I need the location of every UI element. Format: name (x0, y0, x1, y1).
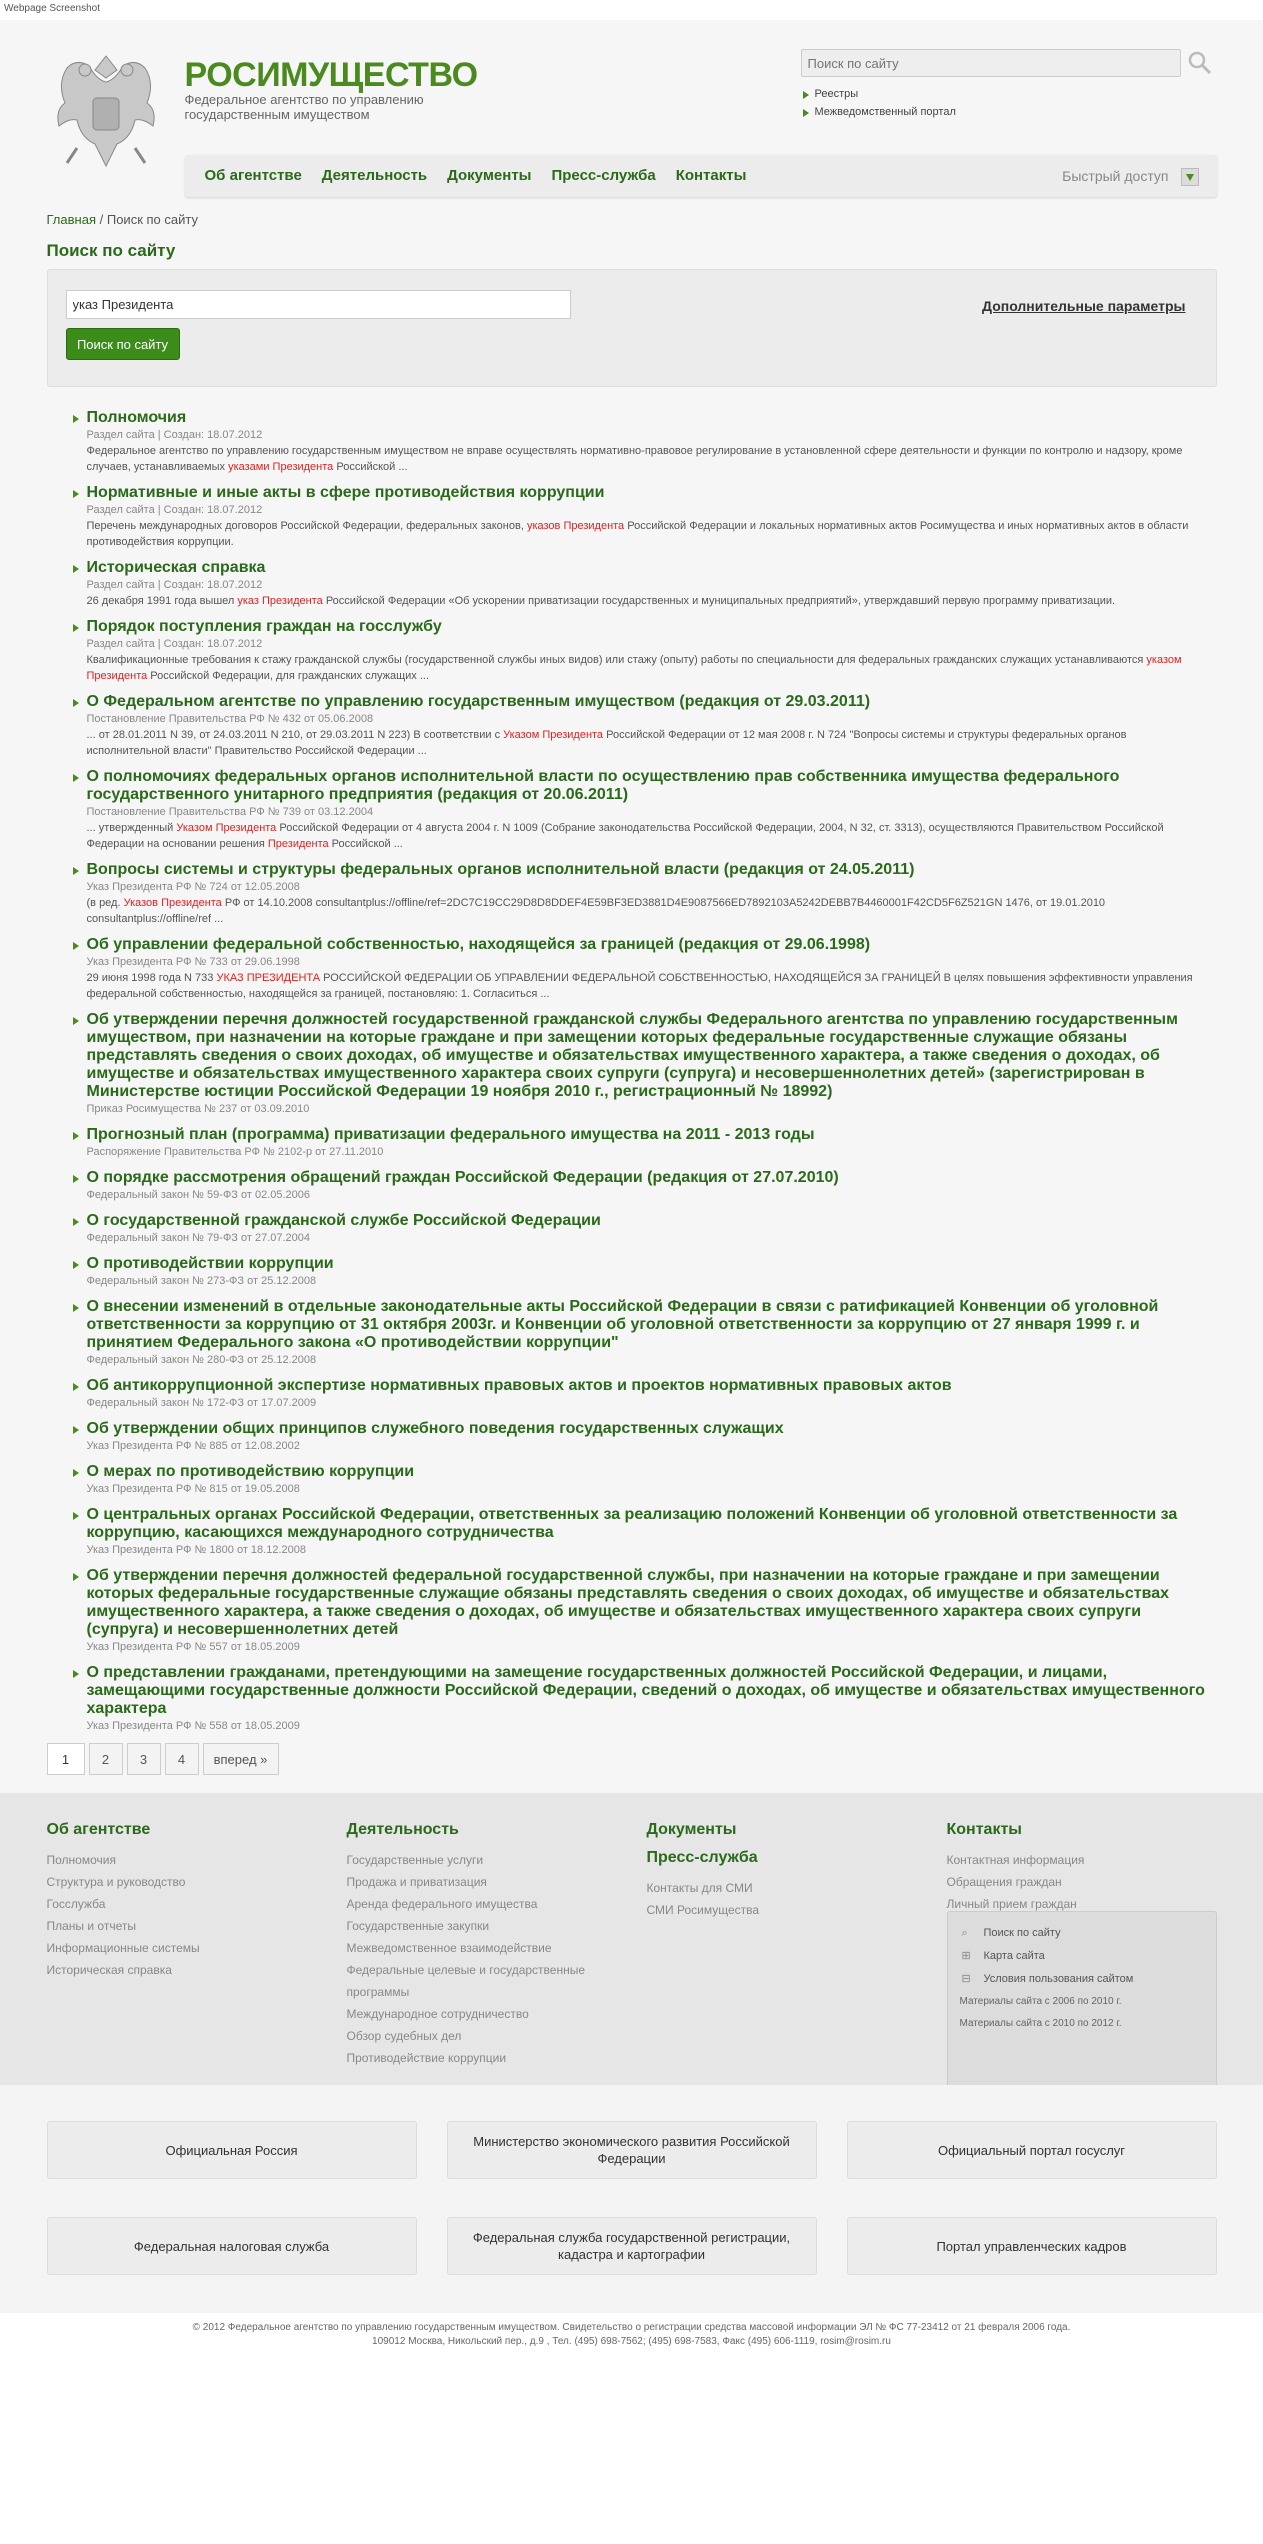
result-title-link[interactable]: О порядке рассмотрения обращений граждан Российской Федерации (редакция от 27.07.2010) (86, 1169, 839, 1186)
result-meta: Раздел сайта | Создан: 18.07.2012 (86, 638, 263, 650)
next-page-link[interactable]: вперед » (203, 1743, 279, 1775)
partner-link[interactable]: Портал управленческих кадров (847, 2217, 1217, 2275)
site-logo-title[interactable]: РОСИМУЩЕСТВО (184, 56, 478, 94)
partner-links (0, 2085, 1263, 2313)
search-result (73, 1420, 1207, 1454)
sitemap-icon: ⊞ (961, 1950, 971, 1962)
footer-heading[interactable]: Контакты (946, 1821, 1022, 1838)
footer-column (47, 1821, 317, 1981)
snippet-text: Федеральное агентство по управлению государственным имуществом не вправе осуществлять нормативно-правовое регулирование в установленной сфере деятельности и функции по контролю и надзору, кроме случаев, устанавливаемых (86, 445, 1183, 473)
footer-tool-link[interactable] (960, 1968, 1204, 1991)
main-nav (185, 155, 1217, 197)
result-title-link[interactable]: О представлении гражданами, претендующими на замещение государственных должностей Российской Федерации, и лицами, замещающими государственные должности Российской Федерации, сведений о доходах, об имуществе и обязательствах имущественного характера (86, 1664, 1205, 1717)
top-links (801, 88, 956, 124)
search-result (73, 1506, 1207, 1558)
result-meta: Указ Президента РФ № 733 от 29.06.1998 (86, 956, 300, 968)
result-snippet (87, 652, 1207, 684)
footer-link[interactable]: Историческая справка (46, 1963, 172, 1977)
partner-link[interactable]: Официальный портал госуслуг (847, 2121, 1217, 2179)
snippet-text: Российской Федерации от 12 мая 2008 г. N 724 "Вопросы системы и структуры федеральных органов исполнительной власти" Правительство Российской Федерации ... (86, 729, 1127, 757)
result-meta: Указ Президента РФ № 557 от 18.05.2009 (86, 1641, 300, 1653)
footer-link[interactable]: Контактная информация (946, 1853, 1085, 1867)
search-result (73, 409, 1207, 475)
snippet-text: Российской Федерации «Об ускорении приватизации государственных и муниципальных предприятий», утверждавший первую программу приватизации. (322, 595, 1116, 607)
snippet-text: Российской Федерации и локальных нормативных актов Росимущества и иных нормативных актов в области противодействия коррупции. (86, 520, 1189, 548)
page-link-4[interactable]: 4 (165, 1743, 199, 1775)
result-title-link[interactable]: Порядок поступления граждан на госслужбу (86, 618, 442, 635)
footer-link[interactable]: Информационные системы (46, 1941, 200, 1955)
footer-link[interactable]: Госслужба (46, 1897, 106, 1911)
highlighted-term: УКАЗ ПРЕЗИДЕНТА (216, 972, 321, 984)
nav-item-press[interactable]: Пресс-служба (551, 167, 656, 184)
highlighted-term: Указом Президента (503, 729, 604, 741)
breadcrumb-separator: / (99, 212, 104, 227)
footer-link[interactable]: Продажа и приватизация (346, 1875, 487, 1889)
result-meta: Постановление Правительства РФ № 739 от 03.12.2004 (86, 806, 374, 818)
footer-tool-label: Карта сайта (983, 1950, 1045, 1962)
nav-item-documents[interactable]: Документы (447, 167, 532, 184)
result-meta: Раздел сайта | Создан: 18.07.2012 (86, 579, 263, 591)
snippet-text: Квалификационные требования к стажу гражданской службы (государственной службы иных видов) или стажу (опыту) работы по специальности для федеральных гражданских служащих устанавливаются (86, 654, 1147, 666)
result-title-link[interactable]: Об утверждении перечня должностей государственной гражданской службы Федерального агентства по управлению государственным имуществом, при назначении на которые граждане и при замещении которых федеральные государственные служащие обязаны представлять сведения о своих доходах, об имуществе и обязательствах имущественного характера, а также сведения о доходах, об имуществе и обязательствах имущественного характера своих супруги (супруга) и несовершеннолетних детей» (зарегистрирован в Министерстве юстиции Российской Федерации 19 ноября 2010 г., регистрационный № 18992) (86, 1011, 1178, 1100)
page-link-1[interactable]: 1 (47, 1743, 85, 1775)
snippet-text: ... от 28.01.2011 N 39, от 24.03.2011 N 210, от 29.03.2011 N 223) В соответствии с (86, 729, 504, 741)
result-title-link[interactable]: Об управлении федеральной собственностью, находящейся за границей (редакция от 29.06.1998) (86, 936, 871, 953)
search-result (73, 1169, 1207, 1203)
footer-column (347, 1821, 617, 2069)
result-snippet (87, 443, 1207, 475)
footer-tool-link[interactable] (960, 1922, 1204, 1945)
result-snippet (87, 727, 1207, 759)
site-search-input[interactable] (801, 49, 1181, 77)
search-result (73, 1298, 1207, 1368)
result-meta: Федеральный закон № 59-ФЗ от 02.05.2006 (86, 1189, 311, 1201)
address-line: 109012 Москва, Никольский пер., д.9 , Тел. (495) 698-7562; (495) 698-7583, Факс (495) 606-1119, rosim@rosim.ru (372, 2336, 891, 2347)
result-meta: Приказ Росимущества № 237 от 03.09.2010 (86, 1103, 310, 1115)
breadcrumb-home[interactable]: Главная (46, 212, 96, 227)
result-title-link[interactable]: Полномочия (86, 409, 187, 426)
site-header (47, 20, 1217, 184)
site-footer (0, 1793, 1263, 2085)
result-snippet (87, 518, 1207, 550)
result-meta: Указ Президента РФ № 724 от 12.05.2008 (86, 881, 300, 893)
footer-link[interactable]: Обращения граждан (946, 1875, 1062, 1889)
result-meta: Федеральный закон № 280-ФЗ от 25.12.2008 (86, 1354, 317, 1366)
result-title-link[interactable]: О полномочиях федеральных органов исполнительной власти по осуществлению прав собственника имущества федерального государственного унитарного предприятия (редакция от 20.06.2011) (86, 768, 1120, 803)
partner-link[interactable]: Официальная Россия (47, 2121, 417, 2179)
snippet-text: РФ от 14.10.2008 consultantplus://offline/ref=2DC7C19CC29D8D8DDEF4E59BF3ED3881D4E9087566ED7892103A5242DEBB7B4460001F42CD5F6Z521GN 1476, от 19.01.2010 consultantplus://offline/ref ... (86, 897, 1106, 925)
result-title-link[interactable]: Об утверждении перечня должностей федеральной государственной службы, при назначении на которые граждане и при замещении которых федеральные государственные служащие обязаны представлять сведения о своих доходах, об имуществе и обязательствах имущественного характера, а также сведения о доходах, об имуществе и обязательствах имущественного характера своих супруги (супруга) и несовершеннолетних детей (86, 1567, 1170, 1638)
advanced-params-link[interactable]: Дополнительные параметры (982, 298, 1186, 314)
nav-item-about[interactable]: Об агентстве (204, 167, 302, 184)
snippet-text: Российской ... (328, 838, 403, 850)
copyright (0, 2313, 1263, 2413)
result-meta: Указ Президента РФ № 558 от 18.05.2009 (86, 1720, 300, 1732)
result-title-link[interactable]: О Федеральном агентстве по управлению государственным имуществом (редакция от 29.03.2011) (86, 693, 871, 710)
footer-heading[interactable]: Об агентстве (46, 1821, 151, 1838)
result-title-link[interactable]: Вопросы системы и структуры федеральных органов исполнительной власти (редакция от 24.05.2011) (86, 861, 915, 878)
result-snippet (87, 593, 1207, 609)
page-body (0, 20, 1263, 2413)
snippet-text: Российской ... (333, 461, 408, 473)
snippet-text: 26 декабря 1991 года вышел (86, 595, 238, 607)
footer-link[interactable]: Структура и руководство (46, 1875, 186, 1889)
result-meta: Распоряжение Правительства РФ № 2102-р от 27.11.2010 (86, 1146, 384, 1158)
footer-link[interactable]: СМИ Росимущества (646, 1903, 760, 1917)
top-link-interagency-portal[interactable]: Межведомственный портал (801, 106, 956, 124)
search-result (73, 1664, 1207, 1734)
result-title-link[interactable]: О центральных органах Российской Федерации, ответственных за реализацию положений Конвенции об уголовной ответственности за коррупцию, касающихся международного сотрудничества (86, 1506, 1178, 1541)
footer-link[interactable]: Государственные услуги (346, 1853, 484, 1867)
result-title-link[interactable]: Историческая справка (86, 559, 266, 576)
result-title-link[interactable]: Нормативные и иные акты в сфере противодействия коррупции (86, 484, 605, 501)
result-meta: Указ Президента РФ № 885 от 12.08.2002 (86, 1440, 300, 1452)
search-form (47, 269, 1217, 387)
result-snippet (87, 895, 1207, 927)
search-result (73, 768, 1207, 852)
coat-of-arms-icon[interactable] (47, 48, 165, 173)
footer-link[interactable]: Обзор судебных дел (346, 2029, 462, 2043)
snippet-text: РОССИЙСКОЙ ФЕДЕРАЦИИ ОБ УПРАВЛЕНИИ ФЕДЕРАЛЬНОЙ СОБСТВЕННОСТЬЮ, НАХОДЯЩЕЙСЯ ЗА ГРАНИЦЕЙ В целях повышения эффективности управления федеральной собственностью, находящейся за границей, постановляю: 1. Согласиться ... (86, 972, 1193, 1000)
nav-item-contacts[interactable]: Контакты (675, 167, 747, 184)
footer-link[interactable]: Международное сотрудничество (346, 2007, 529, 2021)
breadcrumb (47, 212, 1217, 227)
snippet-text: 29 июня 1998 года N 733 (86, 972, 217, 984)
footer-link[interactable]: Контакты для СМИ (646, 1881, 753, 1895)
partner-link[interactable]: Федеральная служба государственной регистрации, кадастра и картографии (447, 2217, 817, 2275)
search-submit-button[interactable]: Поиск по сайту (66, 328, 180, 360)
result-meta: Раздел сайта | Создан: 18.07.2012 (86, 429, 263, 441)
site-logo-subtitle: Федеральное агентство по управлению государственным имуществом (184, 92, 424, 122)
footer-link[interactable]: Аренда федерального имущества (346, 1897, 538, 1911)
search-icon: ⌕ (961, 1927, 968, 1939)
query-input[interactable] (66, 290, 571, 319)
footer-link[interactable]: Планы и отчеты (46, 1919, 136, 1933)
capture-artifact (0, 2532, 1263, 2544)
footer-link[interactable]: Противодействие коррупции (346, 2051, 507, 2065)
result-meta: Раздел сайта | Создан: 18.07.2012 (86, 504, 263, 516)
result-title-link[interactable]: О внесении изменений в отдельные законодательные акты Российской Федерации в связи с ратификацией Конвенции об уголовной ответственности за коррупцию от 31 октября 2003г. и Конвенции об уголовной ответственности за коррупцию от 27 января 1999 г. и принятием Федерального закона «О противодействии коррупции" (86, 1298, 1159, 1351)
result-meta: Федеральный закон № 79-ФЗ от 27.07.2004 (86, 1232, 311, 1244)
chevron-down-icon[interactable] (1181, 168, 1199, 186)
result-title-link[interactable]: О мерах по противодействию коррупции (86, 1463, 415, 1480)
footer-tool-link[interactable] (960, 1945, 1204, 1968)
snippet-text: (в ред. (86, 897, 124, 909)
footer-heading[interactable]: Деятельность (346, 1821, 459, 1838)
result-meta: Федеральный закон № 172-ФЗ от 17.07.2009 (86, 1397, 317, 1409)
snippet-text: Перечень международных договоров Российской Федерации, федеральных законов, (86, 520, 527, 532)
partner-link[interactable]: Федеральная налоговая служба (47, 2217, 417, 2275)
footer-column (946, 1821, 1217, 2029)
highlighted-term: указами Президента (228, 461, 334, 473)
highlighted-term: Президента (267, 838, 329, 850)
capture-label: Webpage Screenshot (0, 0, 1263, 20)
footer-link[interactable]: Государственные закупки (346, 1919, 490, 1933)
result-meta: Указ Президента РФ № 1800 от 18.12.2008 (86, 1544, 306, 1556)
breadcrumb-current: Поиск по сайту (106, 212, 198, 227)
snippet-text: Российской Федерации, для гражданских служащих ... (147, 670, 430, 682)
nav-item-activity[interactable]: Деятельность (321, 167, 428, 184)
search-result (73, 936, 1207, 1002)
result-title-link[interactable]: Об антикоррупционной экспертизе нормативных правовых актов и проектов нормативных правовых актов (86, 1377, 952, 1394)
search-result (73, 1377, 1207, 1411)
footer-tool-label: Условия пользования сайтом (983, 1973, 1134, 1985)
snippet-text: Российской Федерации от 4 августа 2004 г. N 1009 (Собрание законодательства Российской Федерации, 2004, N 32, ст. 3313), осуществляются Правительством Российской Федерации на основании решения (86, 822, 1164, 850)
pagination (47, 1743, 1217, 1775)
footer-column (647, 1821, 917, 1921)
search-result (73, 693, 1207, 759)
search-result (73, 1567, 1207, 1655)
search-result (73, 1011, 1207, 1117)
quick-access-label[interactable]: Быстрый доступ (1062, 168, 1169, 184)
search-result (73, 618, 1207, 684)
footer-tools-panel (947, 1911, 1217, 2089)
search-result (73, 1255, 1207, 1289)
search-results (47, 409, 1217, 1734)
search-result (73, 861, 1207, 927)
terms-icon: ⊟ (961, 1973, 971, 1985)
result-title-link[interactable]: Прогнозный план (программа) приватизации федерального имущества на 2011 - 2013 годы (86, 1126, 815, 1143)
result-snippet (87, 820, 1207, 852)
snippet-text: ... утвержденный (86, 822, 177, 834)
copyright-line: © 2012 Федеральное агентство по управлению государственным имуществом. Свидетельство о регистрации средства массовой информации ЭЛ № ФС 77-23412 от 21 февраля 2006 года. (192, 2322, 1071, 2333)
highlighted-term: указов Президента (526, 520, 625, 532)
footer-heading[interactable]: Документы (646, 1821, 737, 1838)
page-link-2[interactable]: 2 (89, 1743, 123, 1775)
footer-tool-label: Поиск по сайту (983, 1927, 1061, 1939)
footer-link[interactable]: Межведомственное взаимодействие (346, 1941, 552, 1955)
search-result (73, 1463, 1207, 1497)
search-result (73, 1212, 1207, 1246)
archive-link[interactable]: Материалы сайта с 2010 по 2012 г. (959, 2018, 1122, 2029)
footer-heading[interactable]: Пресс-служба (646, 1849, 758, 1866)
archive-link[interactable]: Материалы сайта с 2006 по 2010 г. (959, 1996, 1122, 2007)
highlighted-term: Указом Президента (176, 822, 277, 834)
search-result (73, 1126, 1207, 1160)
footer-link[interactable]: Федеральные целевые и государственные программы (346, 1963, 586, 1999)
page-link-3[interactable]: 3 (127, 1743, 161, 1775)
result-snippet (87, 970, 1207, 1002)
highlighted-term: Указов Президента (123, 897, 222, 909)
result-title-link[interactable]: О противодействии коррупции (86, 1255, 334, 1272)
footer-link[interactable]: Личный прием граждан (946, 1897, 1077, 1911)
highlighted-term: указом Президента (86, 654, 1182, 682)
result-title-link[interactable]: О государственной гражданской службе Российской Федерации (86, 1212, 601, 1229)
result-meta: Федеральный закон № 273-ФЗ от 25.12.2008 (86, 1275, 317, 1287)
top-link-registries[interactable]: Реестры (801, 88, 956, 106)
partner-link[interactable]: Министерство экономического развития Российской Федерации (447, 2121, 817, 2179)
result-title-link[interactable]: Об утверждении общих принципов служебного поведения государственных служащих (86, 1420, 784, 1437)
page-title: Поиск по сайту (46, 241, 176, 260)
search-result (73, 559, 1207, 609)
result-meta: Указ Президента РФ № 815 от 19.05.2008 (86, 1483, 300, 1495)
footer-link[interactable]: Полномочия (46, 1853, 116, 1867)
search-icon[interactable] (1187, 50, 1213, 76)
search-result (73, 484, 1207, 550)
result-meta: Постановление Правительства РФ № 432 от 05.06.2008 (86, 713, 374, 725)
highlighted-term: указ Президента (237, 595, 323, 607)
